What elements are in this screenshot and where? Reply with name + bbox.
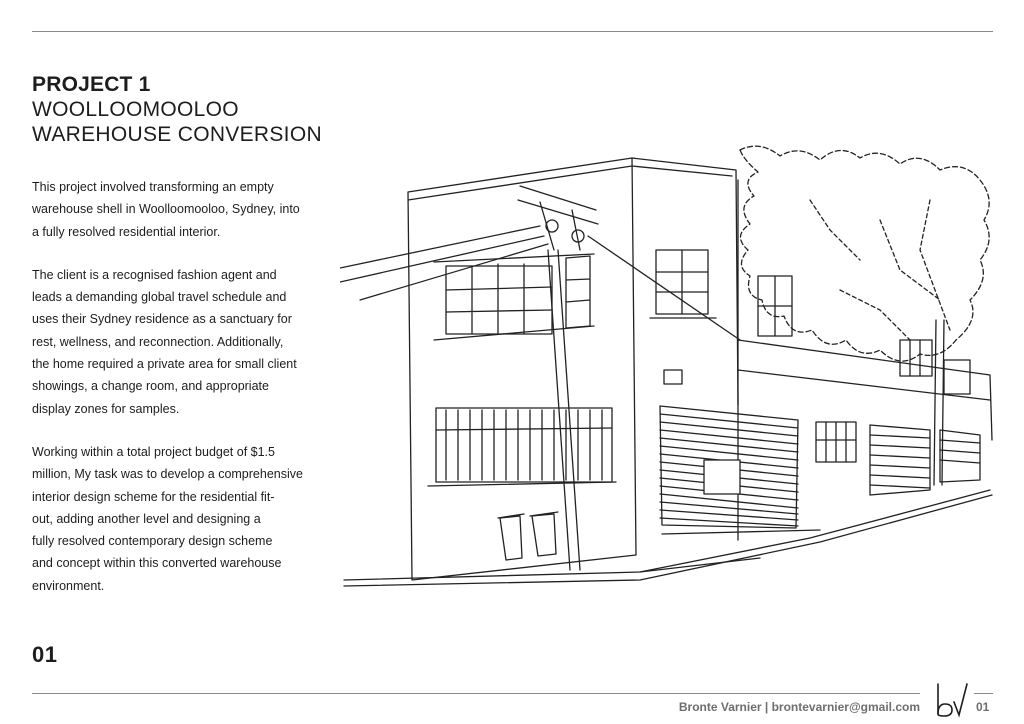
footer-credit: Bronte Varnier | brontevarnier@gmail.com [678,700,920,714]
footer-page-number: 01 [976,700,990,714]
paragraph-intro: This project involved transforming an empty warehouse shell in Woolloomooloo, Sydney, into a fully resolved residential interior. [32,180,300,239]
project-description [32,176,332,618]
bv-monogram-icon [930,680,970,720]
project-heading [32,72,332,147]
warehouse-sketch-illustration [340,140,996,600]
project-label: PROJECT 1 [32,73,151,96]
bottom-divider-right [974,693,993,694]
paragraph-task: Working within a total project budget of $1.5 million, My task was to develop a comprehensive interior design scheme for the residential fit- out, adding another level and designing a fully resolved contemporary design scheme and concept within this converted warehouse environment. [32,444,303,593]
top-divider [32,31,993,32]
project-name-line1: WOOLLOOMOOLOO [32,98,239,121]
paragraph-client: The client is a recognised fashion agent and leads a demanding global travel schedule and uses their Sydney residence as a sanctuary for rest, wellness, and reconnection. Additionally, the home required a private area for small client showings, a change room, and appropriate display zones for samples. [32,267,297,416]
section-number: 01 [32,642,58,667]
project-name-line2: WAREHOUSE CONVERSION [32,123,322,146]
bottom-divider [32,693,920,694]
